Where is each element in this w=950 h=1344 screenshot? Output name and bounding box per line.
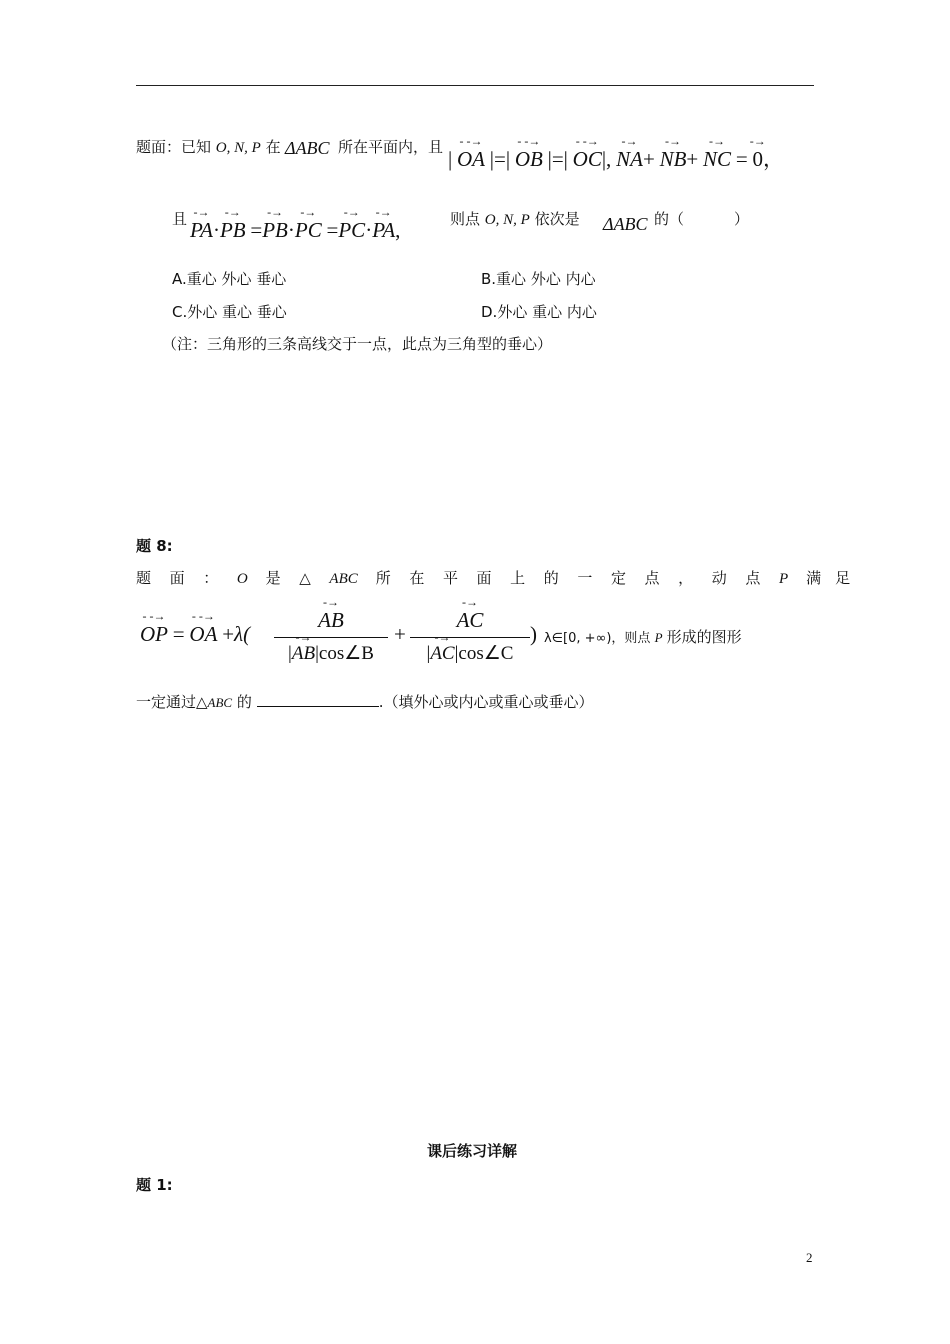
q8-cos-b: cos∠B [318,643,374,664]
vec-op: - -→ OP [140,622,168,647]
q8-line3-abc: ABC [207,695,233,710]
vec-pc-1: -→ PC [295,218,322,243]
q8-range-text: λ∈[0, +∞)，则点 [544,631,651,646]
q7-of: 的（ [654,210,685,228]
answer-blank[interactable] [257,692,379,707]
q7-eq1: |=| [489,147,511,171]
q7-eq4: = [326,218,339,242]
q7-tri-label [285,138,330,159]
q8-rparen-wrap [530,622,537,647]
q7-plus1: + [642,147,655,171]
vec-zero: -→ 0 [752,147,763,172]
q8-point-o: O [236,571,248,587]
q8-title: 题 8: [136,537,173,555]
q7-eqzero: = [735,147,748,171]
vec-pa-1: -→ PA [190,218,213,243]
q8-line1-d: 满足 [806,569,865,587]
header-rule [136,85,814,86]
q7-plane-text: 所在平面内，且 [338,138,444,156]
q7-prefix: 题面：已知 [136,138,212,156]
q8-line3-c: .（填外心或内心或重心或垂心） [378,693,594,711]
q8-plus2-wrap [394,622,406,647]
vec-nb: -→ NB [660,147,687,172]
option-d: D.外心 重心 内心 [481,303,597,321]
vec-pb-2: -→ PB [262,218,288,243]
q8-line1-c: 所在平面上的一定点，动点 [375,569,779,587]
q7-dot3: · [365,218,373,242]
q7-order: 依次是 [534,210,580,228]
q7-line1 [136,136,281,157]
q8-line3 [136,691,593,712]
q8-rparen: ) [530,622,537,646]
q7-vector-eq [448,143,784,173]
q8-line1-b: 是△ [265,569,330,587]
option-c: C.外心 重心 垂心 [172,303,287,321]
q8-line3-b: 的 [236,693,252,711]
vec-ab-den: -→ AB [292,643,315,665]
q7-dot2: · [287,218,295,242]
q7-then [450,208,580,229]
q7-triangle-2: ΔABC [603,214,648,234]
q7-paren [654,208,684,229]
q8-plus: + [222,622,235,646]
q7-in: 在 [265,138,281,156]
vec-pc-2: -→ PC [338,218,365,243]
q8-lambda: λ( [234,622,251,646]
q7-paren-close [734,208,749,229]
q7-bar: | [448,147,453,171]
q8-fraction-1: -→ AB |-→ AB|cos∠B [274,608,388,665]
vec-na: -→ NA [616,147,643,172]
q7-paren-close-text: ） [734,210,750,228]
q7-dot1: · [212,218,220,242]
q8-abc: ABC [329,571,358,587]
q7-comma: ， [762,147,784,171]
q7-and: 且 [172,210,188,228]
vec-ac-den: -→ AC [430,643,454,665]
vec-oa: - -→ OA [457,147,485,172]
q8-point-p: P [778,571,789,587]
q7-eq2: |=| [547,147,568,171]
q8-range [544,626,742,647]
q7-comma2: , [395,218,401,242]
q7-points-2: O, N, P [484,212,530,228]
vec-ab-num: -→ AB [318,608,344,633]
q7-points: O, N, P [215,140,261,156]
page-number: 2 [806,1250,813,1265]
q1-title: 题 1: [136,1176,173,1194]
q8-range-tail: 形成的图形 [666,628,742,646]
q8-eq: = [172,622,185,646]
q7-eq3: = [250,218,263,242]
q7-line2-and [172,208,187,229]
q7-tri-label-2 [603,214,648,235]
q7-note: （注：三角形的三条高线交于一点，此点为三角型的垂心） [162,335,553,353]
option-a: A.重心 外心 垂心 [172,270,287,288]
q7-then-text: 则点 [450,210,481,228]
vec-oa-q8: - -→ OA [189,622,217,647]
q8-fraction-2: -→ AC |-→ AC|cos∠C [410,608,530,665]
vec-pb-1: -→ PB [220,218,246,243]
vec-nc: -→ NC [703,147,731,172]
q7-triangle: ΔABC [285,138,330,158]
option-b: B.重心 外心 内心 [481,270,596,288]
q8-formula-left [140,622,250,647]
q8-plus2: + [394,622,406,646]
q8-line1-a: 题面： [136,569,237,587]
q8-line3-a: 一定通过△ [136,693,208,711]
q7-plane [338,136,443,157]
q7-close: |, [601,147,612,171]
vec-oc: - -→ OC [573,147,602,172]
vec-ob: - -→ OB [515,147,543,172]
q7-dot-eq [190,218,400,243]
q8-range-p: P [654,630,663,645]
q7-plus2: + [686,147,699,171]
q8-line1 [136,567,864,588]
q8-cos-c: cos∠C [458,643,514,664]
section-title: 课后练习详解 [427,1142,518,1160]
vec-pa-2: -→ PA [372,218,395,243]
vec-ac-num: -→ AC [457,608,484,633]
